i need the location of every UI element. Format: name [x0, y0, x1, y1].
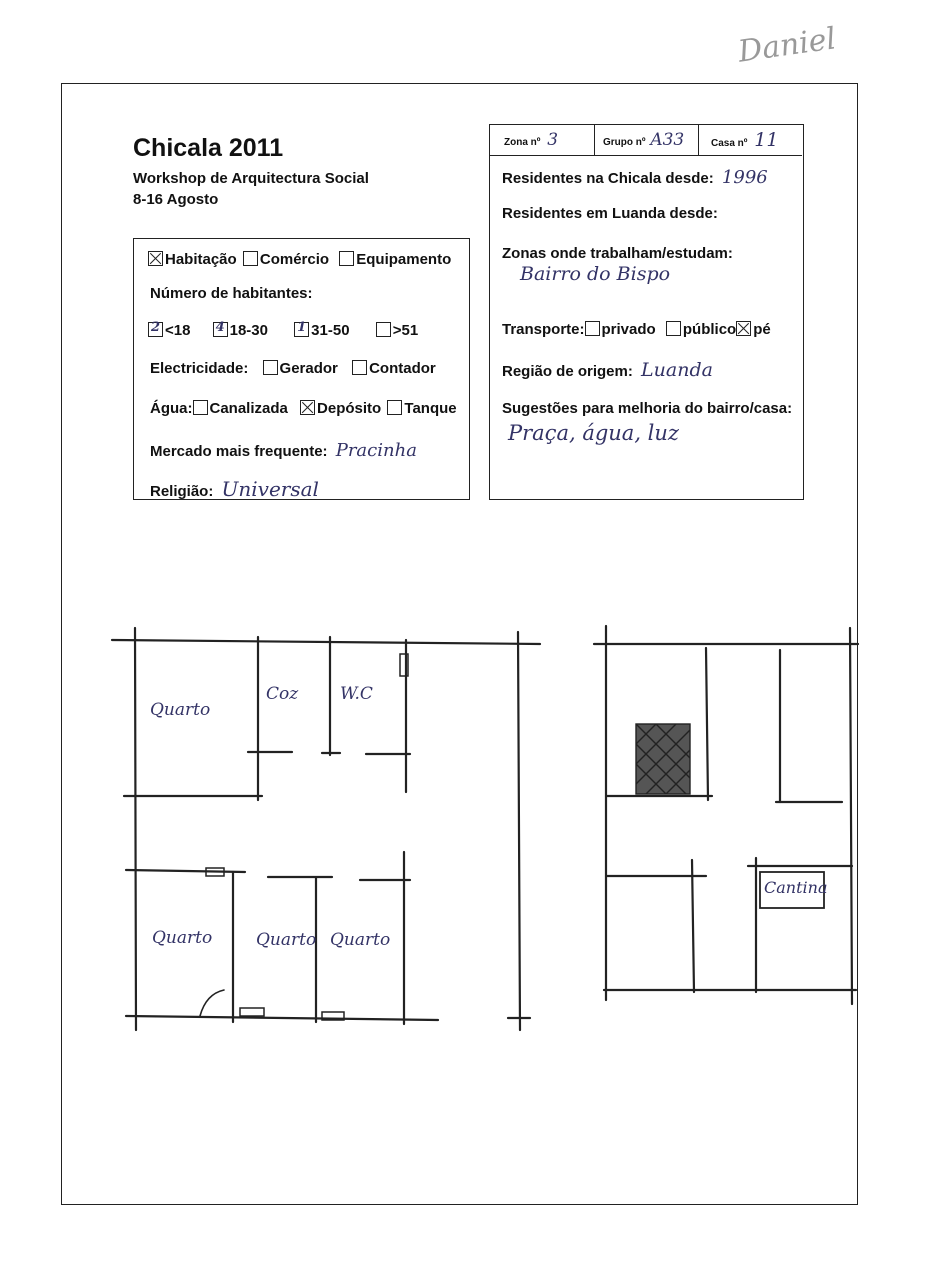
- origin-value: Luanda: [641, 359, 713, 381]
- workshop-subtitle: Workshop de Arquitectura Social: [133, 170, 369, 187]
- room-label: Coz: [266, 684, 299, 704]
- room-label: Quarto: [256, 930, 317, 950]
- room-label: Quarto: [152, 928, 213, 948]
- signature: Daniel: [736, 21, 839, 70]
- group-value: A33: [650, 130, 685, 150]
- workshop-dates: 8-16 Agosto: [133, 191, 219, 208]
- room-label: W.C: [340, 684, 373, 704]
- inhabitants-label: Número de habitantes:: [150, 285, 313, 302]
- hatched-block: [636, 724, 690, 794]
- age-18-30-checkbox[interactable]: 4: [213, 322, 228, 337]
- suggestions-label: Sugestões para melhoria do bairro/casa:: [502, 400, 793, 417]
- house-value: 11: [754, 129, 779, 151]
- room-label: Quarto: [150, 700, 211, 720]
- house-cell: Casa nº 11: [711, 129, 779, 151]
- market-value: Pracinha: [335, 440, 417, 461]
- zone-value: 3: [547, 130, 559, 150]
- room-label: Cantina: [764, 878, 828, 897]
- group-cell: Grupo nº A33: [595, 125, 699, 156]
- floor-plan-right: [594, 626, 858, 1004]
- age-under18-checkbox[interactable]: 2: [148, 322, 163, 337]
- floor-plan-left: [112, 628, 540, 1030]
- chicala-since-row: Residentes na Chicala desde: 1996: [502, 167, 768, 188]
- chicala-since-value: 1996: [721, 167, 768, 188]
- room-label: Quarto: [330, 930, 391, 950]
- origin-row: Região de origem: Luanda: [502, 359, 713, 381]
- religion-row: Religião: Universal: [150, 477, 319, 501]
- zone-cell: Zona nº 3: [490, 125, 595, 156]
- market-row: Mercado mais frequente: Pracinha: [150, 440, 417, 461]
- religion-value: Universal: [221, 477, 319, 501]
- work-zones-value: Bairro do Bispo: [520, 263, 671, 285]
- age-31-50-checkbox[interactable]: 1: [294, 322, 309, 337]
- suggestions-value: Praça, água, luz: [508, 421, 679, 445]
- building-type-row: Habitação Comércio Equipamento: [148, 251, 451, 268]
- age-groups-row: 2 <18 4 18-30 1 31-50 >51: [148, 322, 418, 339]
- electricity-row: Electricidade: Gerador Contador: [150, 360, 436, 377]
- luanda-since-label: Residentes em Luanda desde:: [502, 205, 718, 222]
- transport-row: Transporte: privado público pé: [502, 321, 771, 338]
- page-title: Chicala 2011: [133, 134, 284, 162]
- water-row: Água: Canalizada Depósito Tanque: [150, 400, 457, 417]
- work-zones-label: Zonas onde trabalham/estudam:: [502, 245, 733, 262]
